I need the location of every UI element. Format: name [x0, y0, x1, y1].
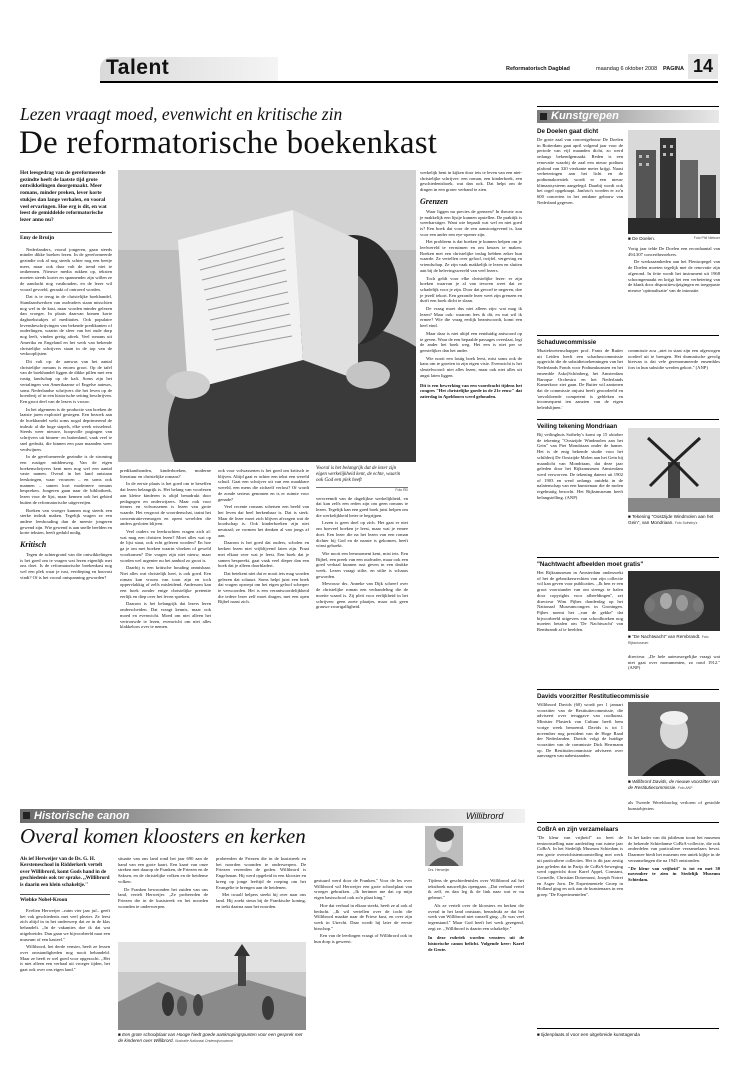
paragraph: Tijdens de geschiedenisles over Willibrord zal het tekstboek nauwelijks opengaan. ,,Dat verhaal vertel ik zelf, en dan leg ik de link naar wat er nu gebeurt.'' [428, 878, 524, 901]
paragraph: vervreemdt van de dagelijkse werkelijkheid, en dat kan zelfs een reden zijn om geen romans te lezen. Tegelijk kan een goed boek juist helpen om die werkelijkheid beter te begrijpen. [316, 495, 408, 518]
sidebar-heading-nachtwacht: "Nachtwacht afbeelden moet gratis" [537, 561, 644, 568]
article-column-2 [120, 468, 211, 632]
sidebar-text-davids [537, 702, 623, 761]
canon-column-1 [20, 856, 110, 975]
paragraph: Maar daar is niet altijd een eenduidig antwoord op te geven. Waar de een bepaalde passages overslaat, legt de ander het boek weg. Het een is niet per se geestelijker dan het ander. [420, 330, 522, 353]
paragraph: In het kader van dit jubileum toont het museum de bekende Schiedamse CoBrA-collectie, die ook onderdelen van particuliere verzamelaars bevat. Daarmee biedt het museum een uniek kijkje in de verzamelingen die na 1945 ontstonden. [628, 835, 720, 863]
davids-photo [628, 702, 720, 776]
paragraph: De vraag moet dus niet alleen zijn: wat mag ik lezen? Maar ook: waarom lees ik dit, en wat wil ik ermee? Wie die vraag eerlijk beantwoordt, komt een heel eind. [420, 306, 522, 329]
article-column-1 [20, 170, 112, 583]
canon-topic: Willibrord [466, 811, 504, 821]
davids-caption [628, 779, 720, 790]
article-headline: De reformatorische boekenkast [19, 125, 438, 161]
sidebar-text-doelen-right [628, 246, 720, 296]
paragraph: Daarbij is een kritische houding onmisbaar. Niet alles wat christelijk heet, is ook goed. Een roman kan vroom van toon zijn en toch oppervlakkig of zelfs misleidend. Andersom kan een boek zonder enige christelijke pretentie eerlijk en diep over het leven spreken. [120, 565, 211, 599]
canon-photo-caption [118, 1032, 306, 1043]
canon-portrait [425, 826, 463, 866]
page-label: PAGINA [663, 66, 684, 72]
paragraph: predikanthonden, kinderboeken, moderne literatuur en christelijke romans? [120, 468, 211, 479]
paragraph: Waar liggen nu precies de grenzen? In theorie zou je makkelijk een lijstje kunnen opstellen. De praktijk is weerbarstiger. Want wie bepaalt wat wel en niet goed is? Een boek dat voor de een aanstootgevend is, kan voor een ander een eye-opener zijn. [420, 208, 522, 237]
paragraph: Toch geldt voor elke christelijke lezer: er zijn boeken waarvan je al van tevoren weet dat ze schadelijk voor je zijn. Door dat gevoel te negeren, doe je jezelf tekort. Een gezonde lezer weet zijn grenzen en durft een boek dicht te slaan. [420, 275, 522, 304]
paragraph: ook voor volwassenen is het goed om kritisch te blijven. Altijd gaat er achter een tekst een wereld schuil. Gaat een schrijver uit van een maakbare wereld, een mens die zichzelf verlost? Of wordt de zonde serieus genomen en is er ruimte voor genade? [218, 468, 309, 502]
nightwatch-painting-illustration [628, 571, 720, 631]
paragraph: In de gereformeerde gezindte is de stroming een rustiger middenweg. Van de eigen boekenschrijvers kent men nog wel een aantal vaste namen. Overal in het land ontstaan leeskringen, waar vrouwen – en soms ook mannen – samen kort modernere romans bespreken. Jongeren gaan naar de bibliotheek, lezen voor de lijst, maar kennen ook het gebied buiten de reformatorische uitgeverijen. [20, 454, 112, 505]
sidebar-text-davids-right [628, 800, 720, 813]
paragraph: Veel ouders en leerkrachten vragen zich af: wat mag een christen lezen? Moet alles wat op de lijst staat, ook echt gelezen worden? En hoe ga je om met boeken waarin vloeken of geweld voorkomen? Die vragen zijn niet nieuw, maar worden wel urgenter nu het aanbod zo groot is. [120, 529, 211, 563]
paragraph: probeerden de Friezen die in de kuststreek en het noorden woonden te onderwerpen. De Friezen vereerden de goden. Willibrord is Engelsman. Hij werd opgeleid in een klooster en kreeg op jonge leeftijd de roeping om het Evangelie te brengen aan de heidenen. [216, 856, 306, 890]
sidebar-divider [537, 822, 719, 823]
paragraph: "De kleur van vrijheid" zo heet de tentoonstelling naar aanleiding van ruime jaar CoBrA. In het Stedelijk Museum Schiedam is een grote overzichtstentoonstelling met werk uit particuliere collecties. Het is dit jaar zestig jaar geleden dat in Parijs de CoBrA-beweging werd opgericht door Karel Appel, Constant, Corneille, Christian Dotremont, Joseph Noiret en Asger Jorn. De Experimentele Groep in Holland ging en ook aan de kunstenaars in een groep "De Experimentelen". [537, 835, 623, 898]
paragraph: Muziekwetenschapper prof. Frans de Ruiter uit Leiden heeft een schaduwcommissie opgericht die de subsidietoekenningen van het Nederlands Fonds voor Podiumkunsten en het ensemble Asko|Schönberg, het Amsterdam Baroque Orchestra en het Nederlands Kamerkoor ziet gaan. De Ruiter wil aantonen dat de commissie onjuist heeft geoordeeld en 'onvoldoende competent is gebleken en inconsequent ten aanzien van de eigen beleidslijnen.' [537, 348, 623, 411]
canon-column-3 [216, 856, 306, 911]
nachtwacht-credit: Foto Rijksmuseum [628, 635, 709, 645]
publication-name: Reformatorisch Dagblad [506, 66, 570, 72]
canon-schoolplate-photo [118, 942, 306, 1030]
article-column-5 [420, 170, 522, 402]
paragraph: Hoe dat verhaal in elkaar steekt, heeft ze al ook al bedacht. ,,Ik wil vertellen over de tocht die Willibrord maakte naar de Friese kust, en over zijn werk in Utrecht. Daar wordt hij later de eerste bisschop.'' [314, 902, 412, 931]
sidebar-divider [537, 557, 719, 558]
paragraph: situatie van ons land rond het jaar 690 aan de hand van een grote kaart. Een kaart van onze streken met daarop de Franken, de Friezen en de Saksen, en de christelijke volken en de heidense volken. [118, 856, 208, 884]
doelen-caption-text: De Doelen. [632, 236, 656, 241]
paragraph: Veel recente romans schetsen een beeld van het leven dat heel herkenbaar is. Dat is sterk. Maar de lezer moet zich blijven afvragen wat de boodschap is. Ook kinderboeken zijn niet neutraal; ze vormen het denken al van jongs af aan. [218, 504, 309, 538]
canon-portrait-caption: Drs. Herweijer [428, 868, 450, 872]
sidebar-divider [537, 689, 719, 690]
article-column-4 [316, 466, 408, 612]
paragraph: Daarom is het belangrijk dat lezers leren onderscheiden. Dat vraagt kennis, maar ook moed en evenwicht. Moed om niet alleen het vertrouwde te lezen, evenwicht om niet alles klakkeloos over te nemen. [120, 601, 211, 630]
paragraph: directeur. ,,De hele auteursregelijke vraagt wat niet gaat over monumenten, zo rond 1912.'' (ANP) [628, 654, 720, 671]
subheading-grenzen: Grenzen [420, 196, 449, 206]
caption-marker-icon: ■ [537, 1032, 542, 1037]
sidebar-text-nachtwacht [537, 570, 623, 635]
canon-byline: Wiebke Nobel-Kroon [20, 894, 110, 903]
page-header [0, 0, 738, 88]
issue-date: maandag 6 oktober 2008 [596, 66, 658, 72]
paragraph: In de eerste plaats is het goed om te beseffen dat lezen belangrijk is. Het belang van voorlezen aan kleine kinderen is altijd benadrukt door pedagogen en onderwijzers. Maar ook voor tieners en volwassenen is lezen van grote waarde. Het vergroot de woordenschat, traint het concentratievermogen en opent werelden die anders gesloten blijven. [120, 481, 211, 527]
sidebar-text-schaduw-right [628, 348, 720, 373]
sidebar-heading-cobra: CoBrA en zijn verzamelaars [537, 826, 619, 833]
paragraph: Nederlanders, vooral jongeren, gaan steeds minder dikke boeken lezen. In de gereformeerde gezindte ook al nog steeds schier nog een beetje meer, maar ook daar valt de trend niet te ontkennen. Nieuwe media rukken op, teksten moeten steeds korter en spannender zijn willen ze de aandacht nog vasthouden, en de lezer wil vooral gevoeld, geraakt of ontroerd worden. [20, 246, 112, 292]
paragraph: Mevrouw drs. Anneke van Dijk schreef over de christelijke roman een verhandeling die de moeite waard is. Zij pleit voor eerlijkheid in het schrijven: geen zoete plaatjes, maar ook geen grauwe zwartgalligheid. [316, 581, 408, 610]
kunstgrepen-marker-icon [540, 113, 547, 120]
photo-quote: Vooral is het belangrijk dat de lezer zijn eigen werkelijkheid kent, de echte, waarin ook God een plek heeft [316, 466, 408, 488]
article-lead: Het leesgedrag van de gereformeerde gezindte heeft de laatste tijd grote ontwikkelingen doorgemaakt. Meer romans, minder preken, lever korte stukjes dan lange verhalen, en vooral veel ervaringen. Hoe erg is dit, en wat leest de gemiddelde reformatorische lezer anno nu? [20, 170, 107, 223]
paragraph: De werkzaamheden aan het Fleniropegel van de Doelen moeten tegelijk met de renovatie zijn afgerond. In feite wordt het instrument uit 1968 schoongemaakt en krijgt het een verbetering van de klank door dispositiewijzigingen en toegepaste nieuwe 'optimalisatie' van de intonatie. [628, 259, 720, 293]
paragraph: als Tweede Wereldoorlog verloren of gestolde kunstobjecten. [628, 800, 720, 811]
paragraph: De grote zaal van concertgebouw De Doelen in Rotterdam gaat april volgend jaar voor de periode van vijf maanden dicht, zo werd onlangs bekendgemaakt. Reden is een renovatie waarbij de zaal een nieuw podium plafond van 320 vierkante meter krijgt. Naast verbeteringen aan het licht en de podiumakoestiek wordt er een nieuw klimaatsysteem aangelegd. Daarbij wordt ook het orgel opgeknapt. Janfoto's worden er zo'n 600 concerten in het ontdane gebouw van Nederland gegeven. [537, 137, 623, 205]
sidebar-heading-doelen: De Doelen gaat dicht [537, 128, 599, 135]
page-number: 14 [693, 56, 714, 76]
canon-label: Historische canon [34, 810, 130, 822]
sidebar-heading-schaduw: Schaduwcommissie [537, 339, 597, 346]
reading-woman-illustration [118, 170, 416, 462]
caption-marker-icon: ■ [628, 236, 633, 241]
byline: Emy de Bruijn [20, 232, 112, 241]
nachtwacht-caption-text: "De Nachtwacht" van Rembrandt. [632, 634, 701, 639]
paragraph: Wie nooit een leesmoment kent, mist iets. Een Bijbel, een preek van een oudvader, maar ook een goed verhaal kunnen rust geven in een drukke week. Lezen vraagt stilte, en stilte is schaars geworden. [316, 550, 408, 579]
canon-footnote: In deze rubriek worden vensters uit de historische canon belicht. Volgende keer: Karel de Grote. [428, 935, 524, 952]
paragraph: Met twaalf helpers steekt hij over naar ons land. Hij zoekt steun bij de Frankische koning, en trekt daarna naar het noorden. [216, 892, 306, 909]
paragraph: De Franken bewoonden het zuiden van ons land, vertelt Herweijer. ,,Ze probeerden de Friezen die in de kuststreek en het noorden woonden te onderwerpen. [118, 886, 208, 909]
davids-credit: Foto ANP [677, 785, 693, 790]
mondriaan-drawing [628, 428, 720, 512]
windmill-drawing-illustration [628, 428, 720, 512]
article-footnote: Dit is een bewerking van een voordracht tijdens het congres "Het christelijke goede in de 21e eeuw" dat zaterdag in Apeldoorn werd gehouden. [420, 382, 522, 399]
paragraph: Bij veilinghuis Sotheby's komt op 15 oktober de tekening "Oostzijde Windmolen aan het Gein" van Piet Mondriaan onder de hamer. Het is de enig bekende studie voor het schilderij De Oostzijde Molen aan het Gein bij maanlicht van Mondriaan, dat deze jaar geleden door het Rijksmuseum Amsterdam werd verworven. De tekening dateert uit 1902 of 1903 en werd onlangs ontdekt in de nalatenschap van een kunstenaar die de molen regelmatig bezocht. Het Rijksmuseum heeft belangstelling. (ANP) [537, 432, 623, 500]
paragraph: Als ze vertelt over de kloosters en kerken die overal in het land ontstaan, benadrukt ze dat het werk van Willibrord niet vanzelf ging. ,,Er was veel tegenstand.'' Maar God heeft het werk gezegend, zegt ze. ,,Willibrord is daarin een schakeltje.'' [428, 902, 524, 931]
paragraph: Willibrord Davids (60) wordt per 1 januari voorzitter van de Restitutiecommissie, die adviseert over teruggave van roofkunst. Minister Plasterk van Cultuur heeft hem vorige week benoemd. Davids is tot 1 november nog president van de Hoge Raad der Nederlanden. Davids volgt de huidige voorzitter van de commissie Dick Herrmann op. De Restitutiecommissie adviseert over aanvragen van nabestaanden. [537, 702, 623, 759]
paragraph: Willibrord, het derde venster, heeft ze lessen over omstandigheden nog nooit behandeld. Maar ze heeft er wel goed voor opgezocht. ,,Het is niet alleen een verhaal uit vroeger tijden, het gaat ook over ons eigen land.'' [20, 944, 110, 973]
sidebar-text-cobra-right [628, 835, 720, 885]
mondriaan-credit: Foto Sotheby's [674, 520, 698, 525]
doelen-credit: Foto Phil Nieboer [693, 236, 720, 240]
canon-column-5 [428, 878, 524, 954]
paragraph: Het probleem is dat boeken je kunnen helpen om je leefwereld te verruimen en om keuzes te maken. Boeken met een christelijke inslag hebben zeker hun waarde. Ze vertellen over geloof, twijfel, vergeving en vriendschap. Ze zijn vaak makkelijk te lezen en sluiten aan bij de belevingswereld van veel lezers. [420, 239, 522, 273]
caption-marker-icon: ■ [628, 634, 633, 639]
paragraph: Een van de leerlingen vraagt of Willibrord ook in hun dorp is geweest. [314, 933, 412, 945]
sidebar-text-doelen [537, 137, 623, 207]
schoolplate-illustration [118, 942, 306, 1030]
subheading-kritisch: Kritisch [20, 540, 47, 550]
kunstgrepen-title: Kunstgrepen [551, 110, 619, 122]
sidebar-divider [537, 1028, 719, 1029]
davids-caption-text: Willibrord Davids, de nieuwe voorzitter van de Restitutiecommissie. [628, 779, 719, 790]
sidebar-divider [537, 335, 719, 336]
skyline-illustration [628, 130, 720, 234]
sidebar-heading-davids: Davids voorzitter Restitutiecommissie [537, 693, 650, 700]
paragraph: gestuurd werd door de Franken.'' Voor de les over Willibrord wil Herweijer een grote schoolplaat van vroeger gebruiken. ,,Ik herinner me dat op mijn eigen basisschool ook zo'n plaat hing.'' [314, 878, 412, 901]
paragraph: Lezen is geen doel op zich. Het gaat er niet om hoeveel boeken je leest, maar wat je ermee doet. Een lezer die na het lezen van een roman dichter bij God en de naaste is gekomen, heeft winst geboekt. [316, 520, 408, 549]
nachtwacht-caption [628, 634, 720, 645]
article-kicker: Lezen vraagt moed, evenwicht en kritische zin [20, 104, 343, 124]
sidebar-web-footer [537, 1032, 640, 1038]
paragraph: Vorig jaar telde De Doelen een recordaantal van 494.307 concertbezoekers. [628, 246, 720, 257]
paragraph: Het Rijksmuseum in Amsterdam onderzoekt of het de gebruikersrechten van zijn collectie wil kan geven voor publicaties. ,,Ik ben er een groot voorstander van om strengs te halen door copyrights voor afbeeldingen'', zei directeur Wim Pijbes donderdag op het Nationaal Museumcongres in Groningen. Pijbes noemt het ,,van de gekke'' dat bijvoorbeeld uitgevers van schoolboeken nog moeten betalen om 'De Nachtwacht' van Rembrandt af te beelden. [537, 570, 623, 633]
web-footer-link[interactable]: tijdenplaats.nl voor een uitgebreide kunstagenda [541, 1032, 640, 1037]
mondriaan-caption [628, 514, 720, 525]
caption-marker-icon: ■ [628, 779, 633, 784]
paragraph: Boeken van vroeger kunnen nog steeds een sterke indruk maken. Tegelijk vragen ze een andere leeshouding dan de meeste jongeren gewend zijn. Wie gewend is aan snelle beelden en korte teksten, heeft geduld nodig. [20, 507, 112, 536]
sidebar-text-nachtwacht-right [628, 654, 720, 673]
sidebar-text-schaduw [537, 348, 623, 413]
paragraph: Tegen de achtergrond van die ontwikkelingen is het goed om te vragen wat lezen eigenlijk met ons doet. Is de reformatorische boekenkast nog wel een plek waar je rust, verdieping en houvast vindt? Of is het vooral ontspanning geworden? [20, 552, 112, 580]
caption-marker-icon: ■ [118, 1032, 123, 1037]
caption-marker-icon: ■ [628, 514, 632, 519]
canon-marker-icon [23, 812, 30, 819]
canon-lead: Als ief Herweijer van de Ds. G. H. Kersteneschool in Ridderkerk vertelt over Willibrord, komt Gods hand in de geschiedenis ook ter sprake. ,,Willibrord is daarin een klein schakeltje.'' [20, 856, 110, 888]
portrait-illustration [425, 826, 463, 866]
paragraph: commissie zou ,,niet in staat zijn een afgewogen oordeel uit te brengen. Het dramatische gevolg hiervan is dat vele gerenommeerde ensembles fors in hun subsidie werden gekort.'' (ANP) [628, 348, 720, 371]
canon-column-2 [118, 856, 208, 911]
article-column-3 [218, 468, 309, 607]
mondriaan-caption-text: Tekening "Oostzijde Windmolen aan het Gein", van Mondriaan. [628, 514, 714, 525]
paragraph: Evelien Herweijer –ruim vier jaar juf– geeft het vak geschiedenis met veel plezier. Ze leest zich altijd in in het onderwerp dat ze in de klas behandelt. ,,In de vakanties doe ik dat wat uitgebreider. Dan gaan we bijvoorbeeld naar een museum of een kasteel.'' [20, 908, 110, 942]
doelen-caption [628, 236, 720, 242]
canon-photo-credit: Illustratie Nationaal Onderwijsmuseum [175, 1038, 234, 1043]
paragraph: In het algemeen is de productie van boeken de laatste jaren explosief gestegen. Een bezoek aan de boekhandel wekt soms nogal deprimerend de indruk: al die hoge stapels, elke week wisselend. Steeds weer nieuwe, hoopvolle pogingen van schrijvers uit binnen- en buitenland, vaak veel te snel gedrukt, die binnen een paar maanden weer verdwijnen. [20, 406, 112, 452]
paragraph: Wie nooit een lastig boek leest, mist soms ook de kans om te groeien in zijn eigen visie. Evenwicht is het sleutelwoord: niet alles lezen, maar ook niet alles uit angst laten liggen. [420, 355, 522, 378]
sidebar-heading-mondriaan: Veiling tekening Mondriaan [537, 423, 618, 430]
canon-photo-caption-text: Een grote schoolplaat van Hooge hiedt goede aanknopingspunten voor een gesprek met de kinderen over Willibrord. [118, 1032, 303, 1043]
cobra-footer: "De kleur van vrijheid" is tot en met 30 november te zien in Stedelijk Museum Schiedam. [628, 865, 720, 882]
canon-headline: Overal komen kloosters en kerken [20, 824, 306, 848]
sidebar-text-mondriaan [537, 432, 623, 502]
paragraph: Dat is te terug in de christelijke boekhandel. Standaardwerken van oudvaders staan misschien nog wel in de kast, maar worden minder gelezen dan vroeger. In plaats daarvan komen korte dagboekstukjes of meditaties. Ook populaire levensbeschrijvingen van bekende predikanten of ouderlingen, waarin de sfeer van het oude dorp nog leeft, vinden gretig aftrek. Veel romans uit Amerika en Engeland en het werk van bekende christelijke schrijvers staan in de top van de verkooplijsten. [20, 294, 112, 357]
section-title: Talent [106, 56, 170, 79]
reading-photo [118, 170, 416, 462]
paragraph: Daarom is het goed dat ouders, scholen en kerken lezen niet vrijblijvend laten zijn. Praat met elkaar over wat je leest. Een boek dat je samen bespreekt, gaat vaak veel dieper dan een boek dat je alleen doorbladert. [218, 540, 309, 569]
paragraph: werkelijk bent in kijken door iets te leven van een niet-christelijke schrijver: een roman, een kinderboek, een geschiedenisboek, wat dan ook. Dat helpt om de dingen in een groter verband te zien. [420, 170, 522, 193]
canon-column-4 [314, 878, 412, 947]
sidebar-text-cobra [537, 835, 623, 900]
sidebar-divider [537, 419, 719, 420]
photo-credit: Foto RD [395, 487, 408, 492]
doelen-photo [628, 130, 720, 234]
kunstgrepen-top-rule [537, 106, 719, 107]
paragraph: Dit valt op: de aanwas van het aantal christelijke romans is enorm groot. Op de tafel van de boekhandel liggen de dikke pillen met een rustig landschap op de kaft. Soms zijn het vertalingen van Amerikaanse of Engelse auteurs, soms Nederlandse schrijvers die het leven op de boerderij of in een historische setting beschrijven. Een groot deel van de lezers is vrouw. [20, 358, 112, 404]
header-rule [100, 81, 718, 83]
paragraph: Dat betekent niet dat er nooit iets mag worden gelezen dat schuurt. Soms helpt juist een boek dat vragen oproept om het eigen geloof scherper te verwoorden. Het is een verantwoordelijkheid die iedere lezer zelf moet dragen, met een open Bijbel naast zich. [218, 570, 309, 605]
portrait-illustration [628, 702, 720, 776]
nachtwacht-photo [628, 571, 720, 631]
